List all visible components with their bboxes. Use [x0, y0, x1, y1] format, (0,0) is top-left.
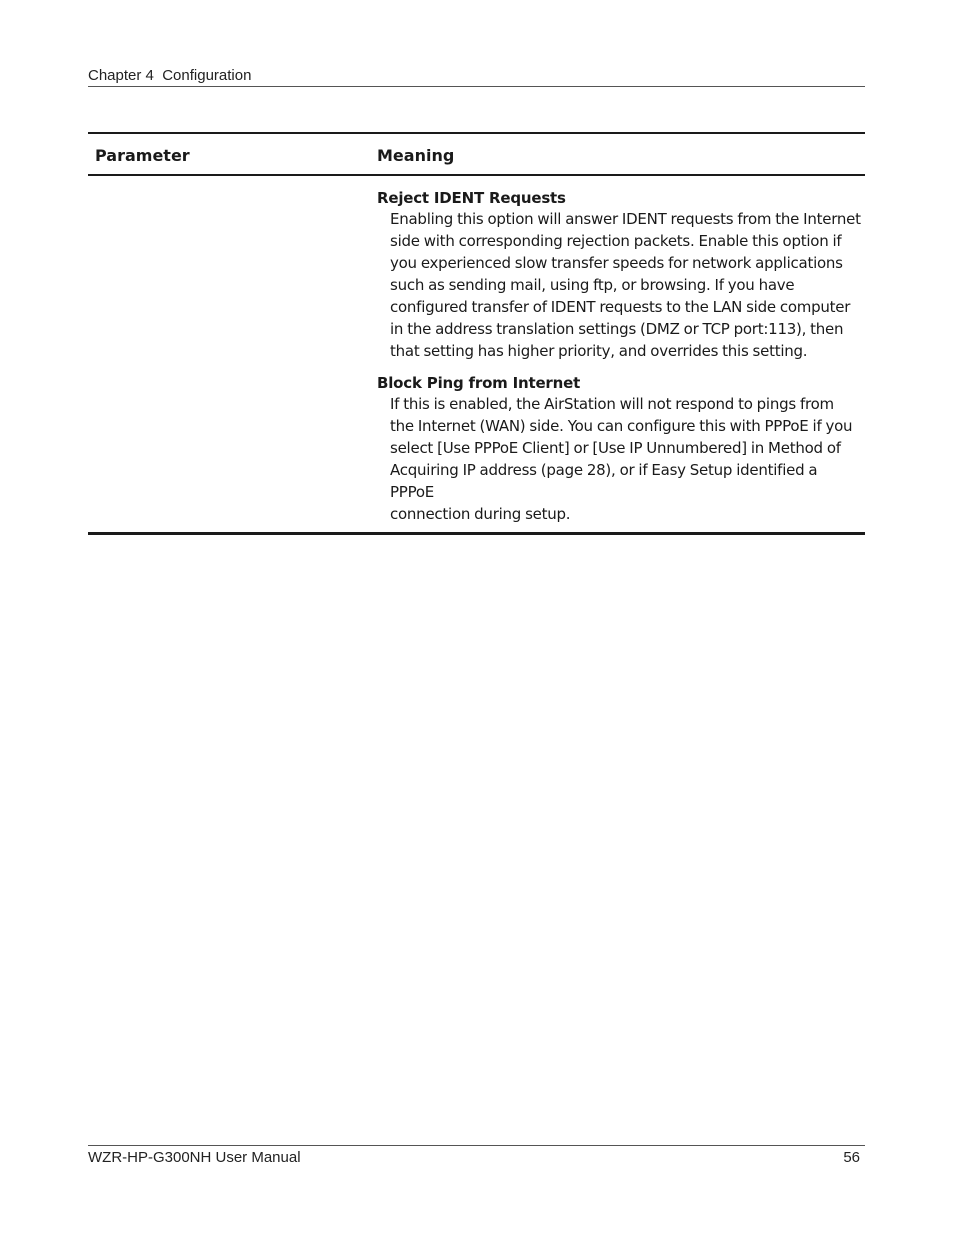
parameter-table	[88, 132, 865, 535]
description-line: the Internet (WAN) side. You can configure this with PPPoE if you	[390, 417, 853, 435]
entry-description	[390, 393, 863, 525]
manual-title: WZR-HP-G300NH User Manual	[88, 1149, 301, 1166]
entry-title: Reject IDENT Requests	[377, 189, 566, 207]
page-footer	[88, 1145, 865, 1169]
entry-title: Block Ping from Internet	[377, 374, 581, 392]
chapter-title: Chapter 4 Configuration	[88, 67, 252, 84]
description-line: Acquiring IP address (page 28), or if Easy Setup identified a PPPoE	[390, 461, 818, 501]
page-header	[88, 67, 865, 87]
entry-reject-ident	[377, 188, 863, 362]
entry-block-ping	[377, 373, 863, 525]
column-header-parameter: Parameter	[95, 146, 190, 165]
description-line: in the address translation settings (DMZ or TCP port:113), then	[390, 320, 844, 338]
description-line: you experienced slow transfer speeds for network applications	[390, 254, 843, 272]
description-line: configured transfer of IDENT requests to the LAN side computer	[390, 298, 851, 316]
table-body	[88, 176, 865, 532]
description-line: select [Use PPPoE Client] or [Use IP Unnumbered] in Method of	[390, 439, 841, 457]
description-line: If this is enabled, the AirStation will not respond to pings from	[390, 395, 834, 413]
description-line: that setting has higher priority, and overrides this setting.	[390, 342, 808, 360]
description-line: such as sending mail, using ftp, or browsing. If you have	[390, 276, 795, 294]
column-header-meaning: Meaning	[377, 146, 455, 165]
description-line: Enabling this option will answer IDENT requests from the Internet	[390, 210, 861, 228]
page-number: 56	[843, 1149, 860, 1166]
description-line: side with corresponding rejection packets. Enable this option if	[390, 232, 842, 250]
entry-description	[390, 208, 863, 362]
description-line: connection during setup.	[390, 505, 571, 523]
table-header-row	[88, 134, 865, 176]
